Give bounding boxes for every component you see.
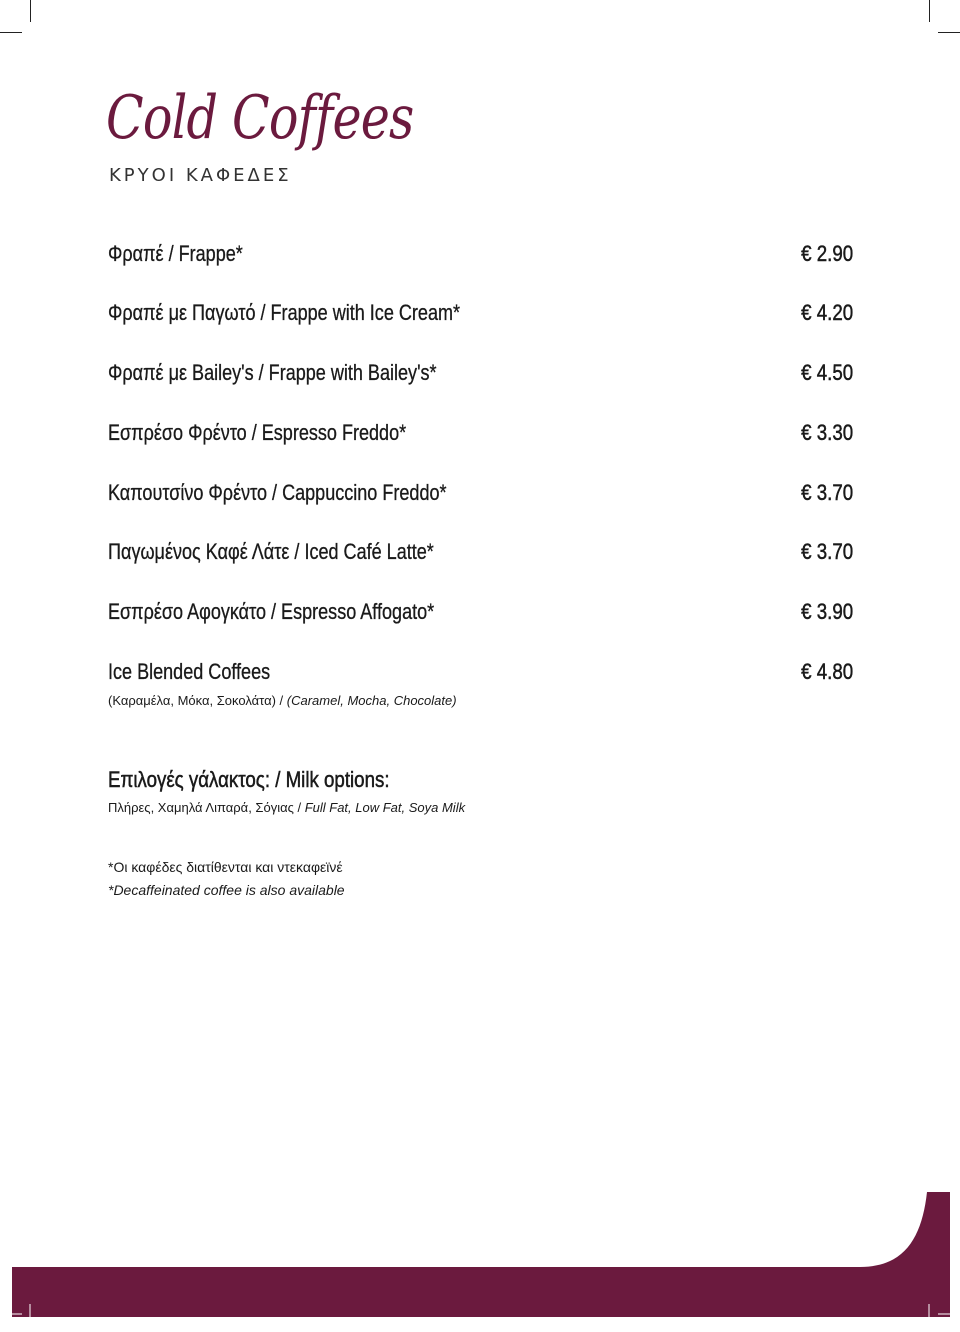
item-name: Φραπέ με Παγωτό / Frappe with Ice Cream*: [108, 300, 461, 325]
blended-flavors-note: [108, 693, 457, 708]
crop-mark: [929, 0, 930, 22]
menu-item: [108, 420, 853, 452]
crop-mark: [30, 0, 31, 22]
milk-english: Full Fat, Low Fat, Soya Milk: [304, 800, 466, 815]
decaf-note-english: *Decaffeinated coffee is also available: [108, 882, 345, 898]
item-price: € 4.50: [801, 360, 853, 385]
item-price: € 2.90: [801, 241, 853, 266]
page-subtitle: ΚΡΥΟΙ ΚΑΦΕΔΕΣ: [109, 165, 292, 186]
item-name: Ice Blended Coffees: [108, 659, 271, 684]
item-name: Παγωμένος Καφέ Λάτε / Iced Café Latte*: [108, 539, 434, 564]
item-name: Εσπρέσο Αφογκάτο / Espresso Affogato*: [108, 599, 435, 624]
item-name: Καπουτσίνο Φρέντο / Cappuccino Freddo*: [108, 480, 447, 505]
decaf-note-greek: *Οι καφέδες διατίθενται και ντεκαφεϊνέ: [108, 859, 343, 875]
menu-item: [108, 599, 853, 631]
note-english: (Caramel, Mocha, Chocolate): [286, 693, 457, 708]
item-price: € 4.80: [801, 659, 853, 684]
item-price: € 3.90: [801, 599, 853, 624]
menu-item: [108, 360, 853, 392]
crop-mark: [938, 32, 960, 33]
item-price: € 3.70: [801, 480, 853, 505]
item-name: Φραπέ / Frappe*: [108, 241, 243, 266]
menu-item: [108, 539, 853, 571]
item-name: Φραπέ με Bailey's / Frappe with Bailey's*: [108, 360, 437, 385]
decorative-band: [0, 1192, 960, 1332]
milk-options-list: [108, 800, 465, 815]
item-name: Εσπρέσο Φρέντο / Espresso Freddo*: [108, 420, 407, 445]
item-price: € 4.20: [801, 300, 853, 325]
menu-item: [108, 480, 853, 512]
page-title: Cold Coffees: [106, 83, 414, 153]
crop-mark: [0, 32, 22, 33]
item-price: € 3.30: [801, 420, 853, 445]
note-greek: (Καραμέλα, Μόκα, Σοκολάτα) /: [108, 693, 287, 708]
milk-greek: Πλήρες, Χαμηλά Λιπαρά, Σόγιας /: [108, 800, 305, 815]
item-price: € 3.70: [801, 539, 853, 564]
menu-item: [108, 241, 853, 273]
milk-options-heading: Επιλογές γάλακτος: / Milk options:: [108, 767, 390, 792]
menu-item: [108, 659, 853, 691]
menu-item: [108, 300, 853, 332]
